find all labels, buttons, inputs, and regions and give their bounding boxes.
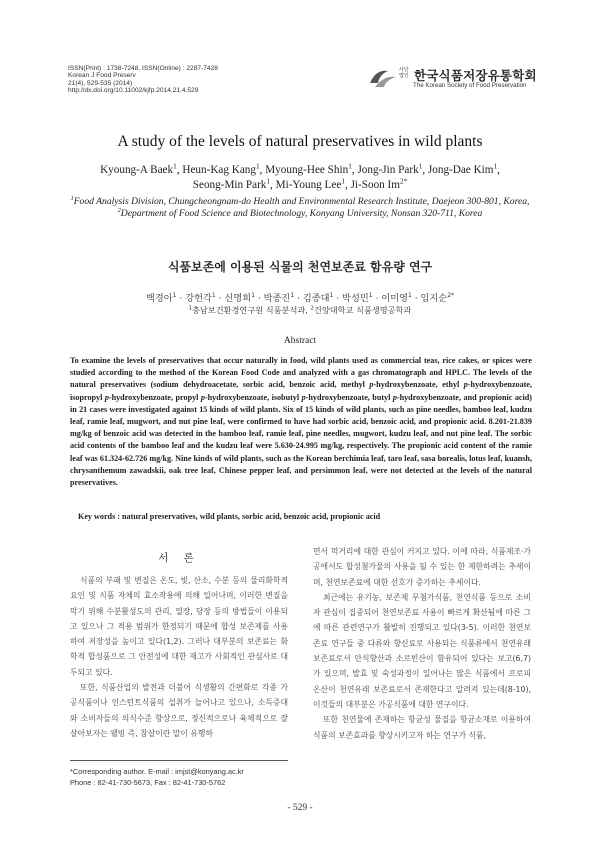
author-sup: 2*: [399, 177, 408, 186]
korean-affiliation-2: 건양대학교 식품생명공학과: [313, 305, 412, 315]
footnote: [70, 766, 300, 788]
abstract-text: To examine the levels of preservatives that occur naturally in food, wild plants used as commercial teas, rice cakes, or spices were studied according to the method of the Korean Food Code and analyzed with a gas chromatograph and HPLC. The levels of the natural preservatives (sodium dehydroacetate, sorbic acid, benzoic acid, methyl: [70, 356, 532, 390]
author-separator: ,: [344, 179, 351, 191]
body-paragraph: 최근에는 유기농, 보존제 무첨가식품, 천연식품 등으로 소비자 관심이 집중되어 천연보존료 사용이 빠르게 확산됨에 따른 그에 따른 관련연구가 활발히 진행되고 있다(3-5). 이러한 천연보존료 연구들 중 다류와 향신료로 사용되는 식품류에서 천연유래 보존료로서 안식향산과 소르빈산이 함유되어 있다는 보고(6,7)가 있으며, 발효 및 숙성과정이 일어나는 많은 식품에서 프로피온산이 천연유래 보존료로서 존재한다고 알려져 있는데(8-10), 이것들의 대부분은 가공식품에 대한 연구이다.: [313, 592, 531, 709]
korean-author-sup: 1: [368, 291, 373, 299]
korean-author-sup: 1: [211, 291, 216, 299]
abstract-italic: p: [463, 380, 468, 390]
author-sup: 1: [266, 177, 271, 186]
korean-title: 식품보존에 이용된 식물의 천연보존료 함유량 연구: [167, 260, 433, 274]
society-emblem-icon: [366, 65, 400, 91]
author-sup: 1: [493, 162, 498, 171]
author-name: Ji-Soon Im: [350, 179, 400, 191]
author-separator: ,: [259, 164, 266, 176]
korean-author-name: 이미영: [381, 293, 408, 304]
affiliation-text: Department of Food Science and Biotechnology, Konyang University, Nonsan 320-711, Korea: [120, 208, 483, 219]
abstract-italic: p: [392, 392, 397, 402]
society-prefix: [399, 68, 409, 79]
keywords-separator: :: [115, 512, 123, 521]
author-sup: 1: [341, 177, 345, 186]
korean-author-sup: 1: [172, 291, 177, 299]
abstract-italic: p: [369, 380, 374, 390]
korean-author-separator: ·: [215, 293, 225, 304]
corresponding-author: *Corresponding author. E-mail : imjst@konyang.ac.kr: [70, 767, 244, 776]
korean-affiliation: [0, 305, 600, 316]
keywords-label: Key words: [78, 512, 116, 521]
author-sup: 1: [418, 162, 423, 171]
author-name: Kyoung-A Baek: [100, 164, 174, 176]
author-separator: ,: [176, 164, 183, 176]
society-korean-name: 한국식품저장유통학회: [414, 68, 537, 83]
korean-author-sup: 1: [329, 291, 334, 299]
korean-author-name: 강헌각: [185, 293, 212, 304]
contact-phone: Phone : 82-41-730-5673, Fax : 82-41-730-5762: [70, 778, 226, 787]
korean-author-name: 신명희: [224, 293, 252, 304]
korean-author-name: 임지순: [420, 293, 448, 304]
author-sup: 1: [348, 162, 352, 171]
body-paragraph: 식품의 부패 및 변질은 온도, 빛, 산소, 수분 등의 물리화학적 요인 및 식품 자체의 효소작용에 의해 일어나며, 이러한 변질을 막기 위해 수분활성도의 관리, 열장, 당장 등의 방법들이 이용되고 있으나 그 적용 범위가 한정되기 때문에 합성 보존제를 사용하여 저장성을 높이고 있다(1,2). 그러나 대부분의 보존료는 화학적 합성품으로 그 안전성에 대한 재고가 사회적인 관심사로 대두되고 있다.: [70, 576, 288, 677]
korean-author-sup: 1: [407, 291, 412, 299]
body-paragraph: 또한 천연물에 존재하는 항균성 물질을 항균소재로 이용하여 식품의 보존효과를 향상시키고자 하는 연구가 식품,: [313, 715, 531, 740]
korean-author-name: 백경아: [146, 293, 173, 304]
affiliation-sup: 1: [70, 194, 74, 202]
issn-line: ISSN(Print) : 1738-7248, ISSN(Online) : 2287-7428: [68, 65, 218, 72]
author-sup: 1: [256, 162, 260, 171]
society-logo: [366, 64, 538, 94]
society-prefix-line1: 사단: [399, 67, 409, 73]
abstract-body: [70, 355, 532, 489]
paper-title: A study of the levels of natural preservatives in wild plants: [117, 133, 483, 150]
footnote-divider: [70, 760, 288, 761]
author-list: [40, 163, 560, 193]
korean-author-sup: 1: [290, 291, 295, 299]
abstract-text: -hydroxybenzoate, ethyl: [373, 380, 464, 390]
korean-author-sup: 1: [251, 291, 255, 299]
affiliation-text: Food Analysis Division, Chungcheongnam-do Health and Environmental Research Institute, Daejeon 300-801, Korea,: [73, 196, 530, 207]
author-separator: ,: [351, 164, 358, 176]
affiliation-item: [40, 208, 560, 220]
volume-line: 21(4), 529-535 (2014): [68, 79, 133, 87]
abstract-italic: p: [200, 392, 205, 402]
doi-link[interactable]: http://dx.doi.org/10.11002/kjfp.2014.21.4.529: [68, 87, 199, 95]
section-heading-introduction: 서 론: [158, 552, 200, 564]
korean-author-name: 김종대: [302, 293, 330, 304]
affiliation-sup: 2: [117, 206, 121, 214]
author-name: Myoung-Hee Shin: [265, 164, 349, 176]
society-english-name: The Korean Society of Food Preservation: [413, 82, 527, 89]
korean-affiliation-1: 충남보건환경연구원 식품분석과,: [191, 305, 311, 315]
keywords-list: natural preservatives, wild plants, sorbic acid, benzoic acid, propionic acid: [122, 512, 381, 521]
abstract-heading: Abstract: [283, 336, 317, 346]
affiliation-list: [40, 196, 560, 220]
korean-author-sup: 2*: [447, 291, 454, 299]
society-prefix-line2: 법인: [399, 72, 409, 79]
korean-author-list: [0, 290, 600, 304]
body-paragraph: 면서 먹거리에 대한 관심이 커지고 있다. 이에 따라, 식품제조·가공에서도 합성첨가물의 사용을 될 수 있는 한 제한하려는 추세이며, 천연보존료에 대한 선호가 증가하는 추세이다.: [313, 547, 531, 587]
author-separator: ,: [422, 164, 428, 176]
korean-author-separator: ·: [333, 293, 343, 304]
author-separator: ,: [497, 164, 500, 176]
abstract-text: -hydroxybenzoate, propyl: [108, 392, 201, 402]
abstract-italic: p: [104, 392, 109, 402]
korean-author-separator: ·: [254, 293, 264, 304]
author-separator: ,: [270, 179, 276, 191]
korean-author-separator: ·: [176, 293, 186, 304]
abstract-text: -hydroxybenzoate, isopropyl: [70, 380, 533, 402]
journal-header: [68, 65, 218, 95]
author-name: Jong-Jin Park: [357, 164, 419, 176]
keywords-line: [78, 512, 538, 521]
abstract-text: -hydroxybenzoate, isobutyl: [204, 392, 302, 402]
affil-sup: 1: [188, 305, 192, 312]
korean-author-name: 박종진: [263, 293, 291, 304]
korean-author-separator: ·: [411, 293, 421, 304]
author-name: Heun-Kag Kang: [182, 164, 256, 176]
author-name: Mi-Young Lee: [275, 179, 342, 191]
abstract-text: -hydroxybenzoate, and propionic acid) in 21 cases were investigated against 15 kinds of wild plants. Six of 15 kinds of wild plants, such as pine needles, bamboo leaf, kudzu leaf, ramie leaf, mugwort, and nut pine leaf, were confirmed to have had sorbic acid, benzoic acid, and propionic acid. 8.201-21.839 mg/kg of benzoic acid was detected in the bamboo leaf, ramie leaf, pine needles, mugwort, kudzu leaf, and nut pine leaf. The sorbic acid contents of the bamboo leaf and the kudzu leaf were 5.630-24.995 mg/kg, respectively. The propionic acid content of the ramie leaf was 61.324-62.726 mg/kg. Nine kinds of wild plants, such as the Korean berchimia leaf, taro leaf, sasa borealis, lotus leaf, kuansh, chrysanthemum zawadskii, oak tree leaf, Chinese pepper leaf, and persimmon leaf, were not detected at the levels of the natural preservatives.: [70, 392, 532, 488]
author-name: Seong-Min Park: [192, 179, 267, 191]
author-sup: 1: [173, 162, 177, 171]
right-column-text: [313, 544, 531, 743]
korean-author-separator: ·: [294, 293, 303, 304]
korean-author-name: 박성민: [342, 293, 369, 304]
left-column-text: [70, 573, 288, 741]
author-name: Jong-Dae Kim: [427, 164, 494, 176]
abstract-text: -hydroxybenzoate, butyl: [305, 392, 393, 402]
affil-sup: 2: [310, 305, 314, 312]
body-paragraph: 또한, 식품산업의 발전과 더불어 식생활의 간편화로 각종 가공식품이나 인스턴트식품의 섭취가 늘어나고 있으나, 소득증대와 소비자들의 의식수준 향상으로, 정신적으로나 육체적으로 잘 살아보자는 웰빙 즉, 참살이란 말이 유행하: [70, 683, 288, 738]
page-number: - 529 -: [287, 803, 313, 813]
korean-author-separator: ·: [372, 293, 382, 304]
journal-name: Korean J Food Preserv: [68, 72, 136, 80]
abstract-italic: p: [301, 392, 306, 402]
